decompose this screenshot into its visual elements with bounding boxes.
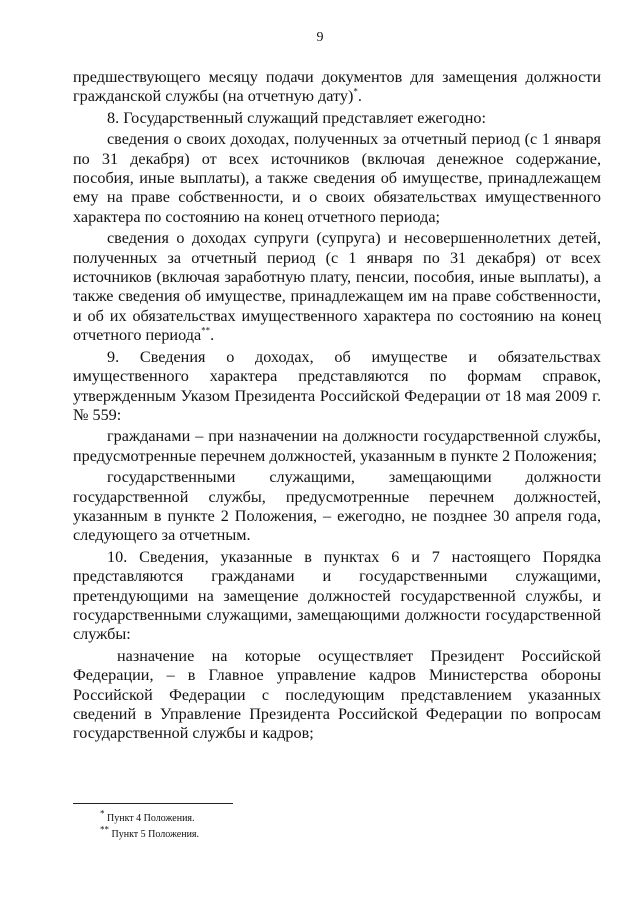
- punctuation: .: [210, 326, 215, 345]
- footnote-ref: *: [353, 87, 358, 98]
- body-text: [73, 68, 601, 746]
- paragraph-text: сведения о доходах супруги (супруга) и несовершеннолетних детей, полученных за отчетный период (с 1 января по 31 декабря) от всех источников (включая заработную плату, пенсии, пособия, иные выплаты), а также сведения об имуществе, принадлежащем им на праве собственности, и об их обязательствах имущественного характера по состоянию на конец отчетного периода: [73, 229, 601, 345]
- footnote-mark: *: [100, 808, 105, 819]
- paragraph-8-heading: 8. Государственный служащий представляет ежегодно:: [107, 108, 486, 127]
- footnote-1: [100, 808, 195, 826]
- paragraph-10-president: назначение на которые осуществляет Президент Российской Федерации, – в Главное управление кадров Министерства обороны Российской Федерации с последующим представлением указанных сведений в Управление Президента Российской Федерации по вопросам государственной службы и кадров;: [73, 646, 601, 743]
- paragraph-9-citizens: гражданами – при назначении на должности государственной службы, предусмотренные перечнем должностей, указанным в пункте 2 Положения;: [73, 427, 601, 465]
- punctuation: .: [357, 87, 362, 106]
- page-number: 9: [316, 30, 324, 45]
- footnote-ref: **: [201, 325, 211, 336]
- footnote-text: Пункт 5 Положения.: [111, 829, 200, 840]
- paragraph-8-own-income: сведения о своих доходах, полученных за отчетный период (с 1 января по 31 декабря) от всех источников (включая денежное содержание, пособия, иные выплаты), а также сведения об имуществе, принадлежащем ему на праве собственности, и о своих обязательствах имущественного характера по состоянию на конец отчетного периода;: [73, 130, 601, 226]
- footnote-text: Пункт 4 Положения.: [107, 813, 195, 824]
- footnote-2: [100, 824, 200, 842]
- paragraph-9: 9. Сведения о доходах, об имуществе и обязательствах имущественного характера представляются по формам справок, утвержденным Указом Президента Российской Федерации от 18 мая 2009 г. № 559:: [73, 347, 601, 424]
- footnote-divider: [73, 803, 233, 804]
- paragraph-9-servants: государственными служащими, замещающими должности государственной службы, предусмотренные перечнем должностей, указанным в пункте 2 Положения, – ежегодно, не позднее 30 апреля года, следующего за отчетным.: [73, 468, 601, 545]
- footnote-mark: **: [100, 824, 109, 835]
- paragraph-8-spouse-income: [73, 229, 601, 345]
- paragraph-10: 10. Сведения, указанные в пунктах 6 и 7 настоящего Порядка представляются гражданами и государственными служащими, претендующими на замещение должностей государственной службы, и государственными служащими, замещающими должности государственной службы:: [73, 547, 601, 644]
- paragraph-continuation: [73, 68, 601, 107]
- paragraph-text: предшествующего месяцу подачи документов для замещения должности гражданской службы (на отчетную дату): [73, 68, 601, 106]
